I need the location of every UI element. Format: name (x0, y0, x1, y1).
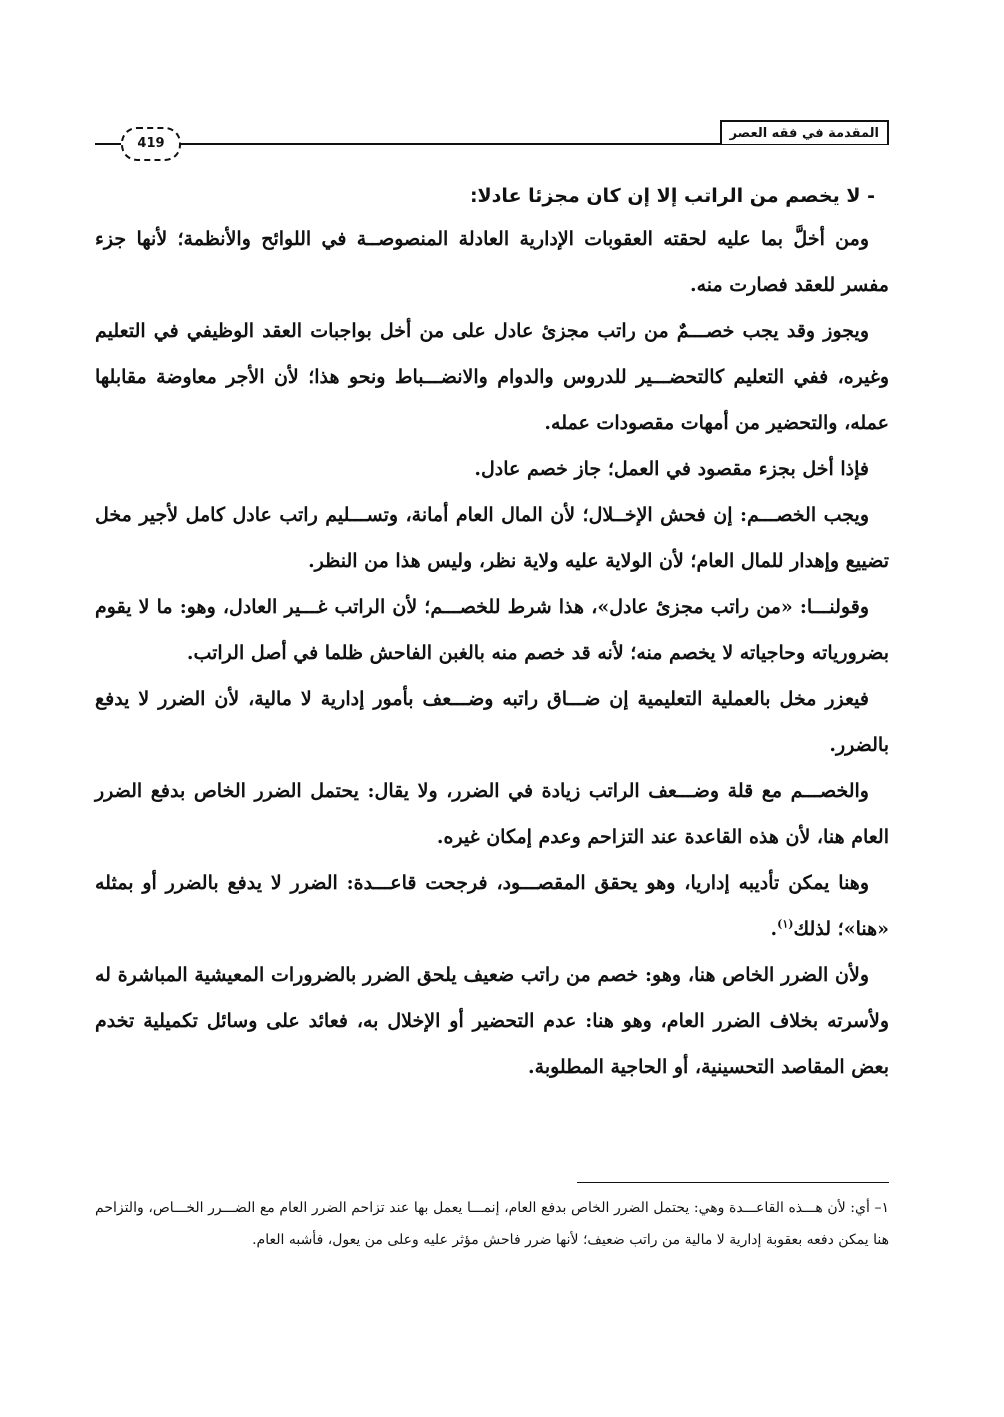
footnote-reference[interactable]: (١) (777, 917, 794, 931)
paragraph: فيعزر مخل بالعملية التعليمية إن ضـــاق راتبه وضـــعف بأمور إدارية لا مالية، لأن الضرر لا يدفع بالضرر. (95, 688, 889, 756)
main-text (95, 176, 889, 1090)
page-number: 419 (121, 127, 181, 161)
book-title: المقدمة في فقه العصر (720, 120, 889, 144)
paragraph: ولأن الضرر الخاص هنا، وهو: خصم من راتب ضعيف يلحق الضرر بالضرورات المعيشية المباشرة له ولأسرته بخلاف الضرر العام، وهو هنا: عدم التحضير أو الإخلال به، فعائد على وسائل تكميلية تخدم بعض المقاصد التحسينية، أو الحاجية المطلوبة. (95, 964, 889, 1078)
paragraph: وقولنـــا: «من راتب مجزئ عادل»، هذا شرط للخصـــم؛ لأن الراتب غـــير العادل، وهو: ما لا يقوم بضرورياته وحاجياته لا يخصم منه؛ لأنه قد خصم منه بالغبن الفاحش ظلما في أصل الراتب. (95, 596, 889, 664)
paragraph-end: . (770, 918, 778, 940)
section-heading: - لا يخصم من الراتب إلا إن كان مجزئا عادلا: (469, 185, 875, 207)
footnote: ١– أي: لأن هـــذه القاعـــدة وهي: يحتمل الضرر الخاص بدفع العام، إنمـــا يعمل بها عند تزاحم الضرر العام مع الضـــرر الخـــاص، والتزاحم هنا يمكن دفعه بعقوبة إدارية لا مالية من راتب ضعيف؛ لأنها ضرر فاحش مؤثر عليه وعلى من يعول، فأشبه العام. (95, 1200, 889, 1248)
paragraph: والخصـــم مع قلة وضـــعف الراتب زيادة في الضرر، ولا يقال: يحتمل الضرر الخاص بدفع الضرر العام هنا، لأن هذه القاعدة عند التزاحم وعدم إمكان غيره. (95, 780, 889, 848)
page-header (95, 118, 889, 160)
paragraph: ويجوز وقد يجب خصـــمٌ من راتب مجزئ عادل على من أخل بواجبات العقد الوظيفي في التعليم وغيره، ففي التعليم كالتحضـــير للدروس والدوام والانضـــباط ونحو هذا؛ لأن الأجر معاوضة مقابلها عمله، والتحضير من أمهات مقصودات عمله. (95, 320, 889, 434)
paragraph: ويجب الخصـــم: إن فحش الإخــلال؛ لأن المال العام أمانة، وتســـليم راتب عادل كامل لأجير مخل تضييع وإهدار للمال العام؛ لأن الولاية عليه ولاية نظر، وليس هذا من النظر. (95, 504, 889, 572)
paragraph-with-footnote-ref (95, 860, 889, 952)
paragraph-text: وهنا يمكن تأديبه إداريا، وهو يحقق المقصـــود، فرجحت قاعـــدة: الضرر لا يدفع بالضرر أو بمثله «هنا»؛ لذلك (95, 872, 889, 940)
paragraph: ومن أخلَّ بما عليه لحقته العقوبات الإدارية العادلة المنصوصــة في اللوائح والأنظمة؛ لأنها جزء مفسر للعقد فصارت منه. (95, 228, 889, 296)
footnote-rule (577, 1182, 889, 1183)
paragraph: فإذا أخل بجزء مقصود في العمل؛ جاز خصم عادل. (474, 458, 869, 480)
